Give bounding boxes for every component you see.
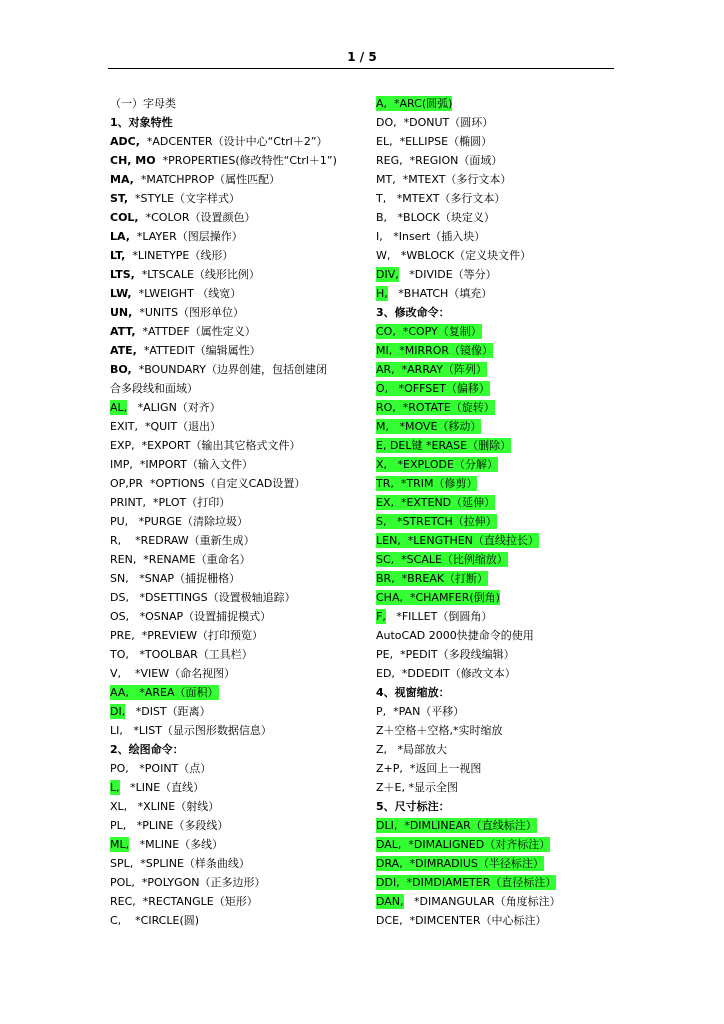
command-line xyxy=(110,246,366,265)
line-text-rest: *BHATCH（填充） xyxy=(398,287,493,300)
line-text: MT, *MTEXT（多行文本） xyxy=(376,173,512,186)
section-heading xyxy=(376,683,616,702)
highlighted-text: E, DEL键 *ERASE（删除） xyxy=(376,439,512,452)
command-line xyxy=(376,493,616,512)
command-line xyxy=(376,208,616,227)
line-text: 3、修改命令： xyxy=(376,306,450,319)
command-line xyxy=(110,417,366,436)
command-line xyxy=(376,360,616,379)
highlighted-text: O, *OFFSET（偏移） xyxy=(376,382,490,395)
command-line xyxy=(110,702,366,721)
highlighted-text: DAN, xyxy=(376,895,404,908)
command-line xyxy=(110,607,366,626)
command-line xyxy=(110,379,366,398)
line-text: SN, *SNAP（捕捉栅格） xyxy=(110,572,241,585)
command-alias: ST, xyxy=(110,192,129,205)
command-line xyxy=(376,170,616,189)
highlighted-text: AA, *AREA（面积） xyxy=(110,686,219,699)
command-line xyxy=(110,493,366,512)
command-alias: COL, xyxy=(110,211,139,224)
line-text: *ATTDEF（属性定义） xyxy=(142,325,256,338)
command-line xyxy=(376,892,616,911)
line-text: *BOUNDARY（边界创建，包括创建闭 xyxy=(138,363,327,376)
highlighted-text: ML, xyxy=(110,838,130,851)
highlighted-text: M, *MOVE（移动） xyxy=(376,420,482,433)
line-text: SPL, *SPLINE（样条曲线） xyxy=(110,857,250,870)
command-line xyxy=(110,322,366,341)
line-text: *UNITS（图形单位） xyxy=(139,306,245,319)
line-text: EXP, *EXPORT（输出其它格式文件） xyxy=(110,439,301,452)
command-alias: LT, xyxy=(110,249,126,262)
highlighted-text: AR, *ARRAY（阵列） xyxy=(376,363,487,376)
highlighted-text: S, *STRETCH（拉伸） xyxy=(376,515,497,528)
command-line xyxy=(110,284,366,303)
line-text-rest: *LINE（直线） xyxy=(130,781,205,794)
command-alias: ATE, xyxy=(110,344,137,357)
command-line xyxy=(376,588,616,607)
highlighted-text: CO, *COPY（复制） xyxy=(376,325,482,338)
highlighted-text: DLI, *DIMLINEAR（直线标注） xyxy=(376,819,537,832)
line-text: *ADCENTER（设计中心“Ctrl＋2”） xyxy=(146,135,328,148)
line-text: *LWEIGHT （线宽） xyxy=(138,287,242,300)
line-text: EXIT, *QUIT（退出） xyxy=(110,420,222,433)
line-text: P, *PAN（平移） xyxy=(376,705,465,718)
command-line xyxy=(376,512,616,531)
highlighted-text: RO, *ROTATE（旋转） xyxy=(376,401,495,414)
line-text: 4、视窗缩放： xyxy=(376,686,450,699)
line-text: LI, *LIST（显示图形数据信息） xyxy=(110,724,272,737)
line-text: Z＋空格＋空格,*实时缩放 xyxy=(376,724,503,737)
highlighted-text: DIV, xyxy=(376,268,399,281)
command-line xyxy=(376,759,616,778)
highlighted-text: L, xyxy=(110,781,120,794)
line-text: 1、对象特性 xyxy=(110,116,173,129)
command-line xyxy=(110,873,366,892)
line-text: OS, *OSNAP（设置捕捉模式） xyxy=(110,610,272,623)
command-line xyxy=(110,474,366,493)
highlighted-text: DRA, *DIMRADIUS（半径标注） xyxy=(376,857,544,870)
line-text: V, *VIEW（命名视图） xyxy=(110,667,236,680)
command-line xyxy=(110,436,366,455)
command-line xyxy=(376,284,616,303)
command-line xyxy=(110,189,366,208)
command-line xyxy=(376,531,616,550)
line-text: *COLOR（设置颜色） xyxy=(145,211,256,224)
line-text: IMP, *IMPORT（输入文件） xyxy=(110,458,253,471)
command-line xyxy=(110,455,366,474)
line-text: B, *BLOCK（块定义） xyxy=(376,211,495,224)
highlighted-text: LEN, *LENGTHEN（直线拉长） xyxy=(376,534,539,547)
command-line xyxy=(110,360,366,379)
line-text: PU, *PURGE（清除垃圾） xyxy=(110,515,248,528)
command-line xyxy=(110,626,366,645)
command-line xyxy=(110,531,366,550)
right-column xyxy=(376,94,616,930)
line-text: *STYLE（文字样式） xyxy=(135,192,241,205)
line-text: W, *WBLOCK（定义块文件） xyxy=(376,249,532,262)
command-line xyxy=(110,683,366,702)
command-line xyxy=(110,588,366,607)
highlighted-text: X, *EXPLODE（分解） xyxy=(376,458,498,471)
line-text: PRINT, *PLOT（打印） xyxy=(110,496,231,509)
command-line xyxy=(376,132,616,151)
command-line xyxy=(376,607,616,626)
command-alias: ATT, xyxy=(110,325,136,338)
line-text-rest: *DIMANGULAR（角度标注） xyxy=(414,895,561,908)
line-text-rest: *DIVIDE（等分） xyxy=(409,268,497,281)
line-text: ED, *DDEDIT（修改文本） xyxy=(376,667,516,680)
command-line xyxy=(110,816,366,835)
command-line xyxy=(376,550,616,569)
highlighted-text: DDI, *DIMDIAMETER（直径标注） xyxy=(376,876,557,889)
line-text: Z, *局部放大 xyxy=(376,743,448,756)
command-line xyxy=(376,474,616,493)
line-text: PRE, *PREVIEW（打印预览） xyxy=(110,629,264,642)
highlighted-text: BR, *BREAK（打断） xyxy=(376,572,489,585)
line-text: 2、绘图命令： xyxy=(110,743,184,756)
section-heading xyxy=(376,303,616,322)
command-line xyxy=(376,835,616,854)
line-text: T, *MTEXT（多行文本） xyxy=(376,192,506,205)
highlighted-text: CHA, *CHAMFER(倒角) xyxy=(376,591,500,604)
line-text: OP,PR *OPTIONS（自定义CAD设置） xyxy=(110,477,306,490)
line-text: R, *REDRAW（重新生成） xyxy=(110,534,255,547)
command-alias: CH, MO xyxy=(110,154,156,167)
command-line xyxy=(110,303,366,322)
command-line xyxy=(110,645,366,664)
line-text: REN, *RENAME（重命名） xyxy=(110,553,251,566)
line-text: AutoCAD 2000快捷命令的使用 xyxy=(376,629,534,642)
line-text: REC, *RECTANGLE（矩形） xyxy=(110,895,258,908)
command-line xyxy=(110,550,366,569)
command-line xyxy=(110,341,366,360)
highlighted-text: A, *ARC(圆弧) xyxy=(376,97,453,110)
command-line xyxy=(376,189,616,208)
line-text-rest: *DIST（距离） xyxy=(135,705,211,718)
highlighted-text: TR, *TRIM（修剪） xyxy=(376,477,478,490)
command-line xyxy=(110,835,366,854)
line-text: *MATCHPROP（属性匹配） xyxy=(140,173,281,186)
line-text-rest: *ALIGN（对齐） xyxy=(137,401,221,414)
command-line xyxy=(110,170,366,189)
highlighted-text: SC, *SCALE（比例缩放） xyxy=(376,553,508,566)
line-text: 5、尺寸标注： xyxy=(376,800,450,813)
command-line xyxy=(110,721,366,740)
command-line xyxy=(376,873,616,892)
command-line xyxy=(376,398,616,417)
line-text: *LAYER（图层操作） xyxy=(136,230,243,243)
command-alias: MA, xyxy=(110,173,134,186)
command-line xyxy=(110,227,366,246)
line-text: C, *CIRCLE(圆) xyxy=(110,914,200,927)
command-line xyxy=(376,322,616,341)
line-text: 合多段线和面域） xyxy=(110,382,198,395)
command-alias: UN, xyxy=(110,306,133,319)
command-line xyxy=(110,854,366,873)
command-line xyxy=(110,778,366,797)
page-number: 1 / 5 xyxy=(347,50,377,64)
command-line xyxy=(110,132,366,151)
line-text: I, *Insert（插入块） xyxy=(376,230,486,243)
line-text: TO, *TOOLBAR（工具栏） xyxy=(110,648,253,661)
line-text: Z＋E, *显示全图 xyxy=(376,781,458,794)
command-line xyxy=(376,740,616,759)
highlighted-text: MI, *MIRROR（镜像） xyxy=(376,344,494,357)
line-text: *ATTEDIT（编辑属性） xyxy=(143,344,261,357)
command-line xyxy=(110,94,366,113)
command-alias: ADC, xyxy=(110,135,140,148)
command-alias: LTS, xyxy=(110,268,135,281)
command-line xyxy=(376,417,616,436)
command-line xyxy=(376,436,616,455)
command-line xyxy=(110,151,366,170)
command-line xyxy=(376,341,616,360)
command-line xyxy=(376,664,616,683)
section-heading xyxy=(110,740,366,759)
command-line xyxy=(376,151,616,170)
command-line xyxy=(376,911,616,930)
command-line xyxy=(376,113,616,132)
command-line xyxy=(110,208,366,227)
header-rule xyxy=(108,68,614,69)
highlighted-text: DI, xyxy=(110,705,126,718)
command-line xyxy=(110,398,366,417)
command-line xyxy=(376,816,616,835)
line-text: （一）字母类 xyxy=(110,97,176,110)
highlighted-text: DAL, *DIMALIGNED（对齐标注） xyxy=(376,838,551,851)
command-line xyxy=(376,379,616,398)
command-line xyxy=(376,645,616,664)
line-text: POL, *POLYGON（正多边形） xyxy=(110,876,266,889)
command-line xyxy=(110,664,366,683)
command-alias: LW, xyxy=(110,287,132,300)
line-text-rest: *MLINE（多线） xyxy=(139,838,224,851)
highlighted-text: EX, *EXTEND（延伸） xyxy=(376,496,496,509)
line-text: Z+P, *返回上一视图 xyxy=(376,762,482,775)
command-line xyxy=(376,854,616,873)
command-line xyxy=(376,721,616,740)
line-text: PL, *PLINE（多段线） xyxy=(110,819,229,832)
line-text: *PROPERTIES(修改特性“Ctrl＋1”) xyxy=(162,154,337,167)
command-line xyxy=(376,246,616,265)
line-text: REG, *REGION（面域） xyxy=(376,154,503,167)
line-text: DS, *DSETTINGS（设置极轴追踪） xyxy=(110,591,296,604)
section-heading xyxy=(110,113,366,132)
section-heading xyxy=(376,797,616,816)
highlighted-text: AL, xyxy=(110,401,128,414)
command-line xyxy=(376,569,616,588)
line-text: *LTSCALE（线形比例） xyxy=(141,268,260,281)
command-line xyxy=(110,911,366,930)
command-line xyxy=(110,759,366,778)
command-line xyxy=(376,265,616,284)
command-line xyxy=(376,778,616,797)
command-line xyxy=(110,892,366,911)
line-text: DO, *DONUT（圆环） xyxy=(376,116,494,129)
line-text: *LINETYPE（线形） xyxy=(132,249,234,262)
line-text: EL, *ELLIPSE（椭圆） xyxy=(376,135,493,148)
line-text: XL, *XLINE（射线） xyxy=(110,800,220,813)
command-line xyxy=(110,265,366,284)
command-alias: BO, xyxy=(110,363,132,376)
highlighted-text: H, xyxy=(376,287,388,300)
highlighted-text: F, xyxy=(376,610,386,623)
command-line xyxy=(376,455,616,474)
line-text: PE, *PEDIT（多段线编辑） xyxy=(376,648,515,661)
command-line xyxy=(110,797,366,816)
command-line xyxy=(376,94,616,113)
command-line xyxy=(110,512,366,531)
line-text: PO, *POINT（点） xyxy=(110,762,212,775)
left-column xyxy=(110,94,366,930)
line-text: DCE, *DIMCENTER（中心标注） xyxy=(376,914,547,927)
command-line xyxy=(376,702,616,721)
command-line xyxy=(376,626,616,645)
command-alias: LA, xyxy=(110,230,130,243)
line-text-rest: *FILLET（倒圆角） xyxy=(396,610,493,623)
command-line xyxy=(376,227,616,246)
command-line xyxy=(110,569,366,588)
